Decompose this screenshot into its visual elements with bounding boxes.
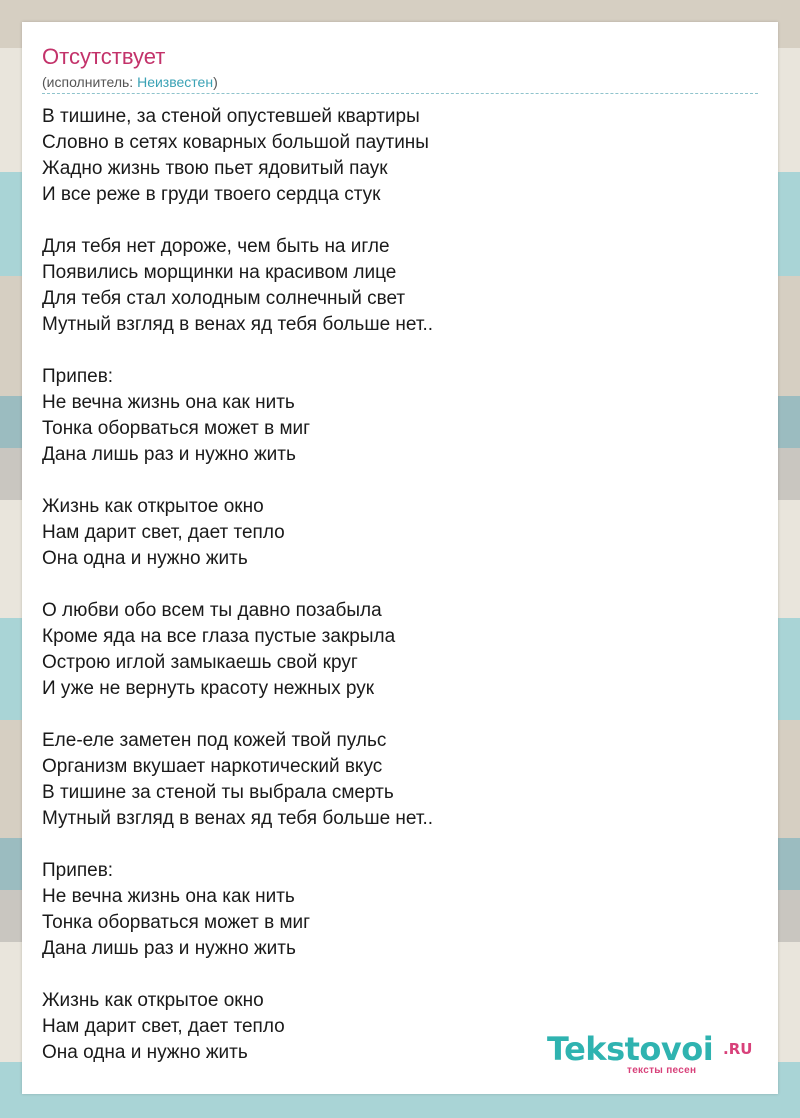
lyric-line: Организм вкушает наркотический вкус <box>42 756 383 777</box>
lyric-line: Мутный взгляд в венах яд тебя больше нет.. <box>42 314 434 335</box>
lyric-line: Она одна и нужно жить <box>42 1042 248 1063</box>
lyric-line: Припев: <box>42 366 114 387</box>
logo-tagline: тексты песен <box>627 1065 697 1076</box>
lyrics-text <box>42 104 758 1066</box>
lyric-line: Она одна и нужно жить <box>42 548 248 569</box>
lyric-line: Мутный взгляд в венах яд тебя больше нет.. <box>42 808 434 829</box>
stanza-gap <box>42 572 758 598</box>
lyric-line: В тишине, за стеной опустевшей квартиры <box>42 106 420 127</box>
lyric-line: Дана лишь раз и нужно жить <box>42 938 296 959</box>
artist-link[interactable]: Неизвестен <box>137 74 214 90</box>
logo-tld: .RU <box>723 1040 753 1058</box>
lyric-line: Жизнь как открытое окно <box>42 496 264 517</box>
title-divider <box>42 93 758 94</box>
lyric-line: Еле-еле заметен под кожей твой пульс <box>42 730 387 751</box>
lyric-line: И уже не вернуть красоту нежных рук <box>42 678 375 699</box>
stanza-gap <box>42 338 758 364</box>
song-title: Отсутствует <box>42 44 166 69</box>
lyric-line: Тонка оборваться может в миг <box>42 418 311 439</box>
artist-line <box>42 73 218 91</box>
lyric-line: Острою иглой замыкаешь свой круг <box>42 652 358 673</box>
lyric-line: Дана лишь раз и нужно жить <box>42 444 296 465</box>
lyric-line: Появились морщинки на красивом лице <box>42 262 397 283</box>
lyric-line: Не вечна жизнь она как нить <box>42 886 295 907</box>
lyric-line: Не вечна жизнь она как нить <box>42 392 295 413</box>
lyric-line: Для тебя нет дороже, чем быть на игле <box>42 236 390 257</box>
artist-label-close: ) <box>213 74 218 90</box>
stanza-gap <box>42 702 758 728</box>
lyrics-card <box>22 22 778 1094</box>
lyric-line: Жизнь как открытое окно <box>42 990 264 1011</box>
stanza-gap <box>42 832 758 858</box>
lyric-line: Припев: <box>42 860 114 881</box>
lyric-line: О любви обо всем ты давно позабыла <box>42 600 382 621</box>
lyric-line: Нам дарит свет, дает тепло <box>42 522 285 543</box>
stanza-gap <box>42 468 758 494</box>
lyric-line: Словно в сетях коварных большой паутины <box>42 132 429 153</box>
lyric-line: Жадно жизнь твою пьет ядовитый паук <box>42 158 388 179</box>
lyric-line: В тишине за стеной ты выбрала смерть <box>42 782 394 803</box>
lyric-line: Кроме яда на все глаза пустые закрыла <box>42 626 396 647</box>
lyric-line: Тонка оборваться может в миг <box>42 912 311 933</box>
lyric-line: Нам дарит свет, дает тепло <box>42 1016 285 1037</box>
stanza-gap <box>42 208 758 234</box>
site-logo[interactable] <box>547 1030 757 1076</box>
logo-name: Tekstovoi <box>547 1030 714 1068</box>
stanza-gap <box>42 962 758 988</box>
lyric-line: И все реже в груди твоего сердца стук <box>42 184 381 205</box>
artist-label: (исполнитель: <box>42 74 138 90</box>
lyric-line: Для тебя стал холодным солнечный свет <box>42 288 406 309</box>
